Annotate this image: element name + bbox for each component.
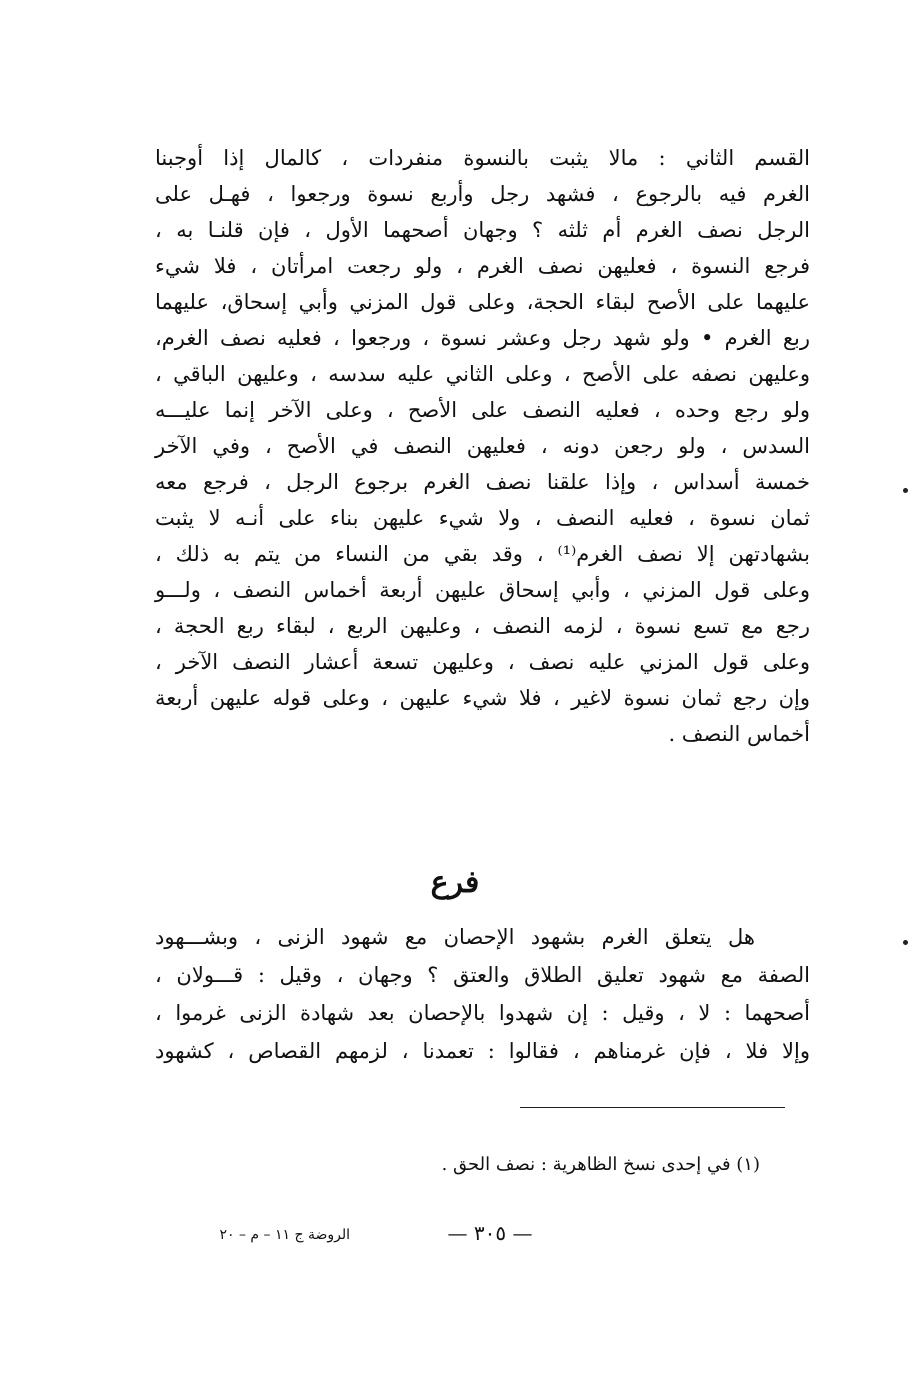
- footnote-divider: [520, 1107, 785, 1108]
- main-paragraph: [155, 140, 810, 752]
- text-line: وعليهن نصفه على الأصح ، وعلى الثاني عليه سدسه ، وعليهن الباقي ،: [155, 362, 810, 386]
- scan-speck: [903, 488, 908, 493]
- footnote: (١) في إحدى نسخ الظاهرية : نصف الحق .: [441, 1154, 760, 1175]
- text-line: الغرم فيه بالرجوع ، فشهد رجل وأربع نسوة ورجعوا ، فهـل على: [155, 182, 810, 206]
- text-line: ربع الغرم • ولو شهد رجل وعشر نسوة ، ورجعوا ، فعليه نصف الغرم،: [155, 326, 810, 350]
- text-line: ثمان نسوة ، فعليه النصف ، ولا شيء عليهن بناء على أنـه لا يثبت: [155, 506, 810, 530]
- text-line: عليهما على الأصح لبقاء الحجة، وعلى قول المزني وأبي إسحاق، عليهما: [155, 290, 810, 314]
- text-line: فرجع النسوة ، فعليهن نصف الغرم ، ولو رجعت امرأتان ، فلا شيء: [155, 254, 810, 278]
- text-line: هل يتعلق الغرم بشهود الإحصان مع شهود الزنى ، وبشـــهود: [155, 925, 755, 949]
- text-line: ولو رجع وحده ، فعليه النصف على الأصح ، وعلى الآخر إنما عليـــه: [155, 398, 810, 422]
- text-line: وإلا فلا ، فإن غرمناهم ، فقالوا : تعمدنا ، لزمهم القصاص ، كشهود: [155, 1039, 810, 1063]
- text-line: وإن رجع ثمان نسوة لاغير ، فلا شيء عليهن ، وعلى قوله عليهن أربعة: [155, 686, 810, 710]
- text-line: أصحهما : لا ، وقيل : إن شهدوا بالإحصان بعد شهادة الزنى غرموا ،: [155, 1001, 810, 1025]
- scan-speck: [903, 940, 908, 945]
- text-line: الصفة مع شهود تعليق الطلاق والعتق ؟ وجهان ، وقيل : قـــولان ،: [155, 963, 810, 987]
- text-line: بشهادتهن إلا نصف الغرم⁽¹⁾ ، وقد بقي من النساء من يتم به ذلك ،: [155, 542, 810, 566]
- section-paragraph: [155, 918, 810, 1070]
- text-line: وعلى قول المزني ، وأبي إسحاق عليهن أربعة أخماس النصف ، ولـــو: [155, 578, 810, 602]
- text-line: خمسة أسداس ، وإذا علقنا نصف الغرم برجوع الرجل ، فرجع معه: [155, 470, 810, 494]
- text-line: السدس ، ولو رجعن دونه ، فعليهن النصف في الأصح ، وفي الآخر: [155, 434, 810, 458]
- section-heading: فرع: [430, 865, 480, 900]
- printer-signature: الروضة ج ١١ – م – ٢٠: [219, 1227, 350, 1243]
- text-line: الرجل نصف الغرم أم ثلثه ؟ وجهان أصحهما الأول ، فإن قلنـا به ،: [155, 218, 810, 242]
- page-number: — ٣٠٥ —: [447, 1221, 533, 1245]
- text-line: أخماس النصف .: [668, 722, 810, 746]
- text-line: رجع مع تسع نسوة ، لزمه النصف ، وعليهن الربع ، لبقاء ربع الحجة ،: [155, 614, 810, 638]
- text-line: وعلى قول المزني عليه نصف ، وعليهن تسعة أعشار النصف الآخر ،: [155, 650, 810, 674]
- text-line: القسم الثاني : مالا يثبت بالنسوة منفردات ، كالمال إذا أوجبنا: [155, 146, 810, 170]
